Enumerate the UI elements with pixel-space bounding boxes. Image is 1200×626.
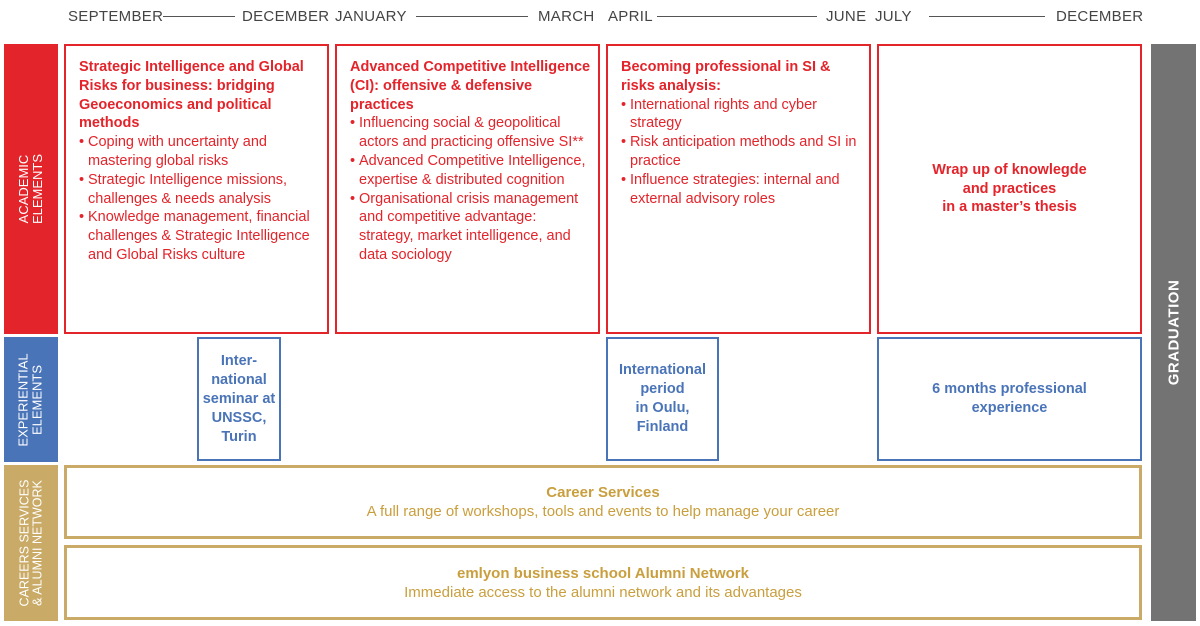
academic-bullet: • Strategic Intelligence missions, challenges & needs analysis <box>79 171 323 209</box>
timeline-connector <box>416 16 528 17</box>
band-academic-elements <box>4 44 58 334</box>
academic-bullet-list <box>621 96 865 209</box>
alumni-network-title: emlyon business school Alumni Network <box>456 564 749 582</box>
academic-bullet: • Risk anticipation methods and SI in practice <box>621 133 865 171</box>
alumni-network-box <box>64 545 1142 620</box>
academic-bullet-list <box>79 133 323 265</box>
academic-bullet: • Organisational crisis management and competitive advantage: strategy, market intelligence, and data sociology <box>350 190 594 265</box>
academic-box-becoming-professional <box>606 44 871 334</box>
academic-box-title: Wrap up of knowlegde and practices in a master’s thesis <box>932 161 1087 216</box>
experiential-box-label: Inter- national seminar at UNSSC, Turin <box>202 352 276 445</box>
timeline-label-july: JULY <box>875 8 912 25</box>
career-services-box <box>64 465 1142 539</box>
experiential-box-label: 6 months professional experience <box>932 381 1087 416</box>
academic-bullet: • Knowledge management, financial challenges & Strategic Intelligence and Global Risks culture <box>79 208 323 264</box>
academic-bullet: • International rights and cyber strategy <box>621 96 865 134</box>
timeline-connector <box>657 16 817 17</box>
alumni-network-subtitle: Immediate access to the alumni network and its advantages <box>404 583 802 601</box>
timeline-label-january: JANUARY <box>335 8 407 25</box>
academic-box-title: Strategic Intelligence and Global Risks for business: bridging Geoeconomics and political methods <box>79 59 304 132</box>
academic-bullet: • Advanced Competitive Intelligence, expertise & distributed cognition <box>350 152 594 190</box>
academic-box-title: Becoming professional in SI & risks analysis: <box>621 59 831 94</box>
academic-bullet-list <box>350 114 594 264</box>
timeline-label-december: DECEMBER <box>242 8 330 25</box>
academic-box-competitive-intelligence <box>335 44 600 334</box>
experiential-box-label: International period in Oulu, Finland <box>618 362 706 435</box>
career-services-subtitle: A full range of workshops, tools and events to help manage your career <box>366 503 840 520</box>
timeline-label-december-end: DECEMBER <box>1056 8 1144 25</box>
career-services-title: Career Services <box>546 484 660 501</box>
band-experiential-label: EXPERIENTIAL ELEMENTS <box>16 352 46 447</box>
timeline-label-march: MARCH <box>538 8 595 25</box>
timeline-label-september: SEPTEMBER <box>68 8 164 25</box>
experiential-box-seminar-turin <box>197 337 281 461</box>
experiential-box-oulu <box>606 337 719 461</box>
timeline-connector <box>929 16 1045 17</box>
timeline-connector <box>163 16 235 17</box>
experiential-box-professional-experience <box>877 337 1142 461</box>
graduation-column <box>1151 44 1196 621</box>
graduation-label: GRADUATION <box>1165 279 1183 386</box>
band-careers-alumni <box>4 465 58 621</box>
timeline <box>0 0 1200 36</box>
band-careers-label: CAREERS SERVICES & ALUMNI NETWORK <box>17 479 44 607</box>
academic-box-masters-thesis <box>877 44 1142 334</box>
timeline-label-april: APRIL <box>608 8 653 25</box>
academic-bullet: • Coping with uncertainty and mastering global risks <box>79 133 323 171</box>
academic-box-title: Advanced Competitive Intelligence (CI): offensive & defensive practices <box>350 59 591 113</box>
academic-bullet: • Influencing social & geopolitical actors and practicing offensive SI** <box>350 114 594 152</box>
band-academic-label: ACADEMIC ELEMENTS <box>16 153 46 225</box>
band-experiential-elements <box>4 337 58 462</box>
academic-box-strategic-intelligence <box>64 44 329 334</box>
timeline-label-june: JUNE <box>826 8 867 25</box>
academic-bullet: • Influence strategies: internal and external advisory roles <box>621 171 865 209</box>
